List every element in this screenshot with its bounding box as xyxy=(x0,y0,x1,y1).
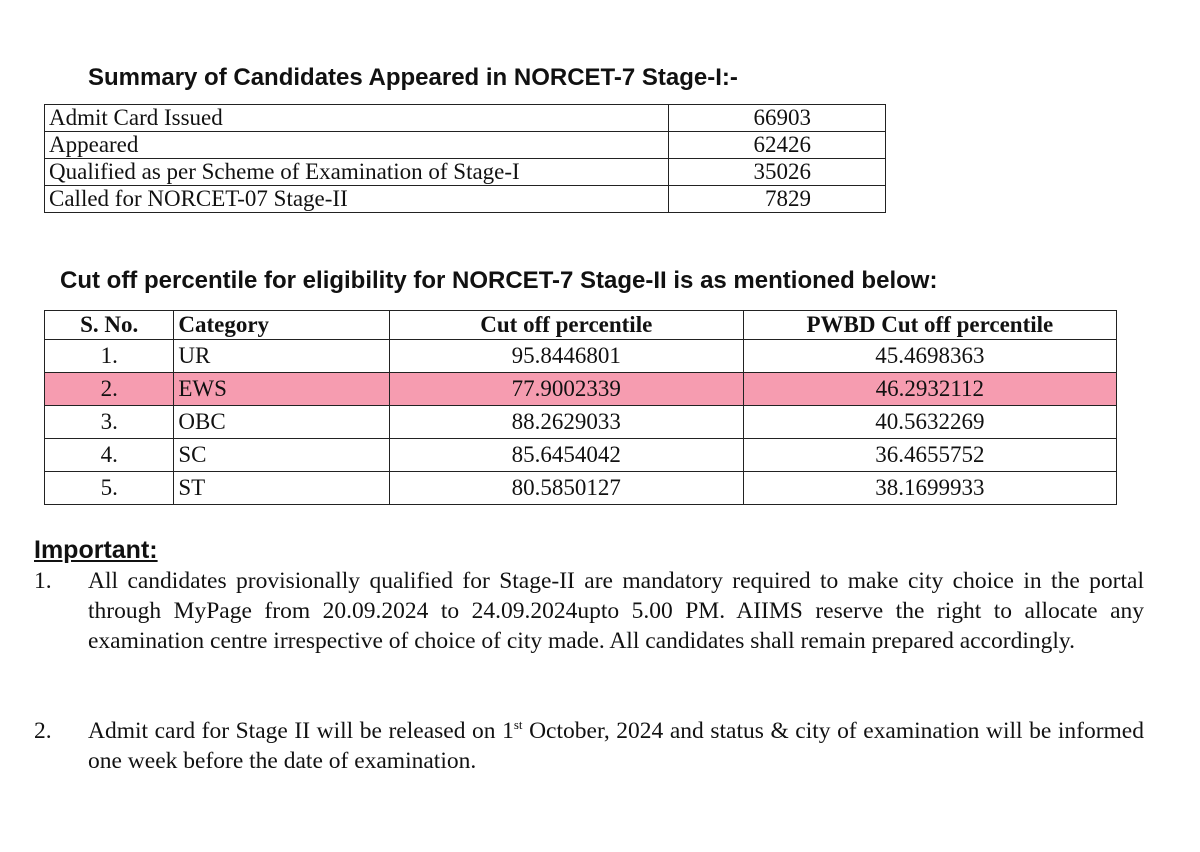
summary-value: 66903 xyxy=(669,105,886,132)
table-row-highlighted xyxy=(45,373,1117,406)
header-category: Category xyxy=(174,311,389,340)
table-row xyxy=(45,132,886,159)
summary-title: Summary of Candidates Appeared in NORCET-7 Stage-I:- xyxy=(88,64,738,91)
table-row xyxy=(45,439,1117,472)
summary-label: Appeared xyxy=(45,132,669,159)
table-row xyxy=(45,186,886,213)
cell-category: OBC xyxy=(174,406,389,439)
table-row xyxy=(45,159,886,186)
cell-sno: 2. xyxy=(45,373,174,406)
summary-table xyxy=(44,104,886,213)
cell-sno: 5. xyxy=(45,472,174,505)
summary-value: 62426 xyxy=(669,132,886,159)
cell-cutoff: 95.8446801 xyxy=(389,340,743,373)
cell-pwbd: 45.4698363 xyxy=(743,340,1116,373)
summary-label: Qualified as per Scheme of Examination of Stage-I xyxy=(45,159,669,186)
cell-pwbd: 38.1699933 xyxy=(743,472,1116,505)
cell-category: ST xyxy=(174,472,389,505)
cell-cutoff: 88.2629033 xyxy=(389,406,743,439)
cutoff-title: Cut off percentile for eligibility for NORCET-7 Stage-II is as mentioned below: xyxy=(60,267,938,294)
cell-sno: 4. xyxy=(45,439,174,472)
cell-pwbd: 46.2932112 xyxy=(743,373,1116,406)
table-row xyxy=(45,472,1117,505)
summary-label: Called for NORCET-07 Stage-II xyxy=(45,186,669,213)
cell-cutoff: 85.6454042 xyxy=(389,439,743,472)
cell-cutoff: 80.5850127 xyxy=(389,472,743,505)
note-text xyxy=(88,716,1144,776)
important-heading: Important: xyxy=(34,536,158,564)
cell-pwbd: 36.4655752 xyxy=(743,439,1116,472)
cell-cutoff: 77.9002339 xyxy=(389,373,743,406)
summary-value: 35026 xyxy=(669,159,886,186)
note-item xyxy=(34,566,1144,656)
cell-category: UR xyxy=(174,340,389,373)
header-sno: S. No. xyxy=(45,311,174,340)
note-number: 1. xyxy=(34,568,52,594)
table-header-row xyxy=(45,311,1117,340)
cutoff-table xyxy=(44,310,1117,505)
note-text-end: October, 2024 and status & city of examination will be informed one week before the date of examination. xyxy=(88,718,1144,774)
cell-category: SC xyxy=(174,439,389,472)
header-pwbd: PWBD Cut off percentile xyxy=(743,311,1116,340)
table-row xyxy=(45,406,1117,439)
cell-sno: 1. xyxy=(45,340,174,373)
table-row xyxy=(45,340,1117,373)
cell-pwbd: 40.5632269 xyxy=(743,406,1116,439)
note-number: 2. xyxy=(34,718,52,744)
note-text: All candidates provisionally qualified for Stage-II are mandatory required to make city choice in the portal through MyPage from 20.09.2024 to 24.09.2024upto 5.00 PM. AIIMS reserve the right to allocate any examination centre irrespective of choice of city made. All candidates shall remain prepared accordingly. xyxy=(88,568,1144,654)
summary-label: Admit Card Issued xyxy=(45,105,669,132)
ordinal-suffix: st xyxy=(513,717,523,733)
header-cutoff: Cut off percentile xyxy=(389,311,743,340)
cell-sno: 3. xyxy=(45,406,174,439)
table-row xyxy=(45,105,886,132)
cell-category: EWS xyxy=(174,373,389,406)
note-item xyxy=(34,716,1144,776)
note-text-start: Admit card for Stage II will be released on 1 xyxy=(88,718,514,744)
summary-value: 7829 xyxy=(669,186,886,213)
